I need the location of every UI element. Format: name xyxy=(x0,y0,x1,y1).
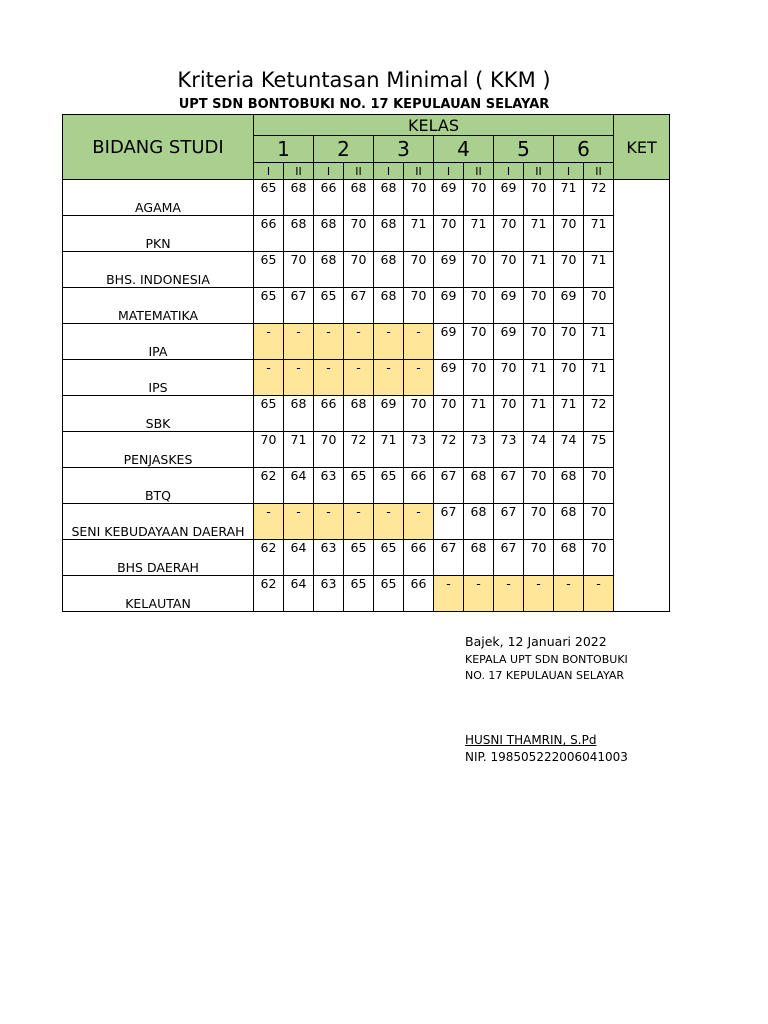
kkm-value-cell: 70 xyxy=(554,360,584,396)
kkm-value-cell: 71 xyxy=(584,252,614,288)
kkm-value-cell: 65 xyxy=(374,576,404,612)
kkm-value-cell: 71 xyxy=(464,216,494,252)
kkm-value-cell: 70 xyxy=(404,180,434,216)
kkm-value-cell: 65 xyxy=(254,396,284,432)
kkm-value-cell: 71 xyxy=(524,216,554,252)
kkm-value-cell: - xyxy=(254,360,284,396)
kkm-value-cell: 71 xyxy=(584,216,614,252)
kkm-value-cell: 71 xyxy=(524,252,554,288)
kkm-value-cell: - xyxy=(344,360,374,396)
kkm-value-cell: - xyxy=(314,360,344,396)
kkm-value-cell: - xyxy=(464,576,494,612)
kkm-value-cell: - xyxy=(254,504,284,540)
kkm-value-cell: - xyxy=(284,360,314,396)
kkm-value-cell: 66 xyxy=(254,216,284,252)
kkm-value-cell: 66 xyxy=(314,396,344,432)
kkm-value-cell: 68 xyxy=(284,396,314,432)
kkm-value-cell: - xyxy=(284,504,314,540)
kkm-value-cell: - xyxy=(404,504,434,540)
kkm-value-cell: 71 xyxy=(404,216,434,252)
kkm-value-cell: - xyxy=(524,576,554,612)
kkm-value-cell: 70 xyxy=(404,252,434,288)
semester-header: I xyxy=(374,163,404,180)
kkm-value-cell: - xyxy=(344,324,374,360)
kkm-value-cell: 62 xyxy=(254,468,284,504)
kkm-value-cell: 69 xyxy=(494,324,524,360)
kkm-value-cell: 67 xyxy=(344,288,374,324)
kkm-value-cell: 70 xyxy=(404,396,434,432)
kkm-value-cell: 70 xyxy=(464,180,494,216)
kkm-value-cell: 70 xyxy=(584,540,614,576)
kelas-header: KELAS xyxy=(254,115,614,136)
kkm-value-cell: 68 xyxy=(374,288,404,324)
kkm-value-cell: 71 xyxy=(554,396,584,432)
kkm-value-cell: 67 xyxy=(494,504,524,540)
kkm-value-cell: 69 xyxy=(434,180,464,216)
kkm-value-cell: 70 xyxy=(254,432,284,468)
table-row xyxy=(63,324,670,360)
semester-header: II xyxy=(284,163,314,180)
class-4-header: 4 xyxy=(434,136,494,163)
kkm-value-cell: - xyxy=(554,576,584,612)
kkm-value-cell: 70 xyxy=(524,504,554,540)
kkm-value-cell: 70 xyxy=(584,468,614,504)
kkm-value-cell: 68 xyxy=(554,504,584,540)
class-5-header: 5 xyxy=(494,136,554,163)
kkm-value-cell: 65 xyxy=(374,540,404,576)
kkm-value-cell: - xyxy=(494,576,524,612)
subject-name: SENI KEBUDAYAAN DAERAH xyxy=(63,504,254,540)
kkm-value-cell: - xyxy=(584,576,614,612)
signature-place-date: Bajek, 12 Januari 2022 xyxy=(465,634,607,649)
kkm-value-cell: 68 xyxy=(374,216,404,252)
table-row xyxy=(63,396,670,432)
kkm-value-cell: - xyxy=(284,324,314,360)
subject-name: IPA xyxy=(63,324,254,360)
kkm-value-cell: - xyxy=(374,504,404,540)
table-row xyxy=(63,252,670,288)
kkm-value-cell: 70 xyxy=(524,468,554,504)
subject-name: KELAUTAN xyxy=(63,576,254,612)
kkm-value-cell: 68 xyxy=(284,216,314,252)
kkm-value-cell: 70 xyxy=(524,180,554,216)
kkm-value-cell: 65 xyxy=(344,468,374,504)
kkm-value-cell: 68 xyxy=(314,216,344,252)
kkm-value-cell: 75 xyxy=(584,432,614,468)
subject-name: BHS. INDONESIA xyxy=(63,252,254,288)
kkm-value-cell: 63 xyxy=(314,576,344,612)
kkm-value-cell: 71 xyxy=(374,432,404,468)
kkm-value-cell: 72 xyxy=(434,432,464,468)
kkm-value-cell: 68 xyxy=(314,252,344,288)
kkm-value-cell: 69 xyxy=(554,288,584,324)
kkm-value-cell: 73 xyxy=(464,432,494,468)
kkm-value-cell: - xyxy=(344,504,374,540)
subject-name: MATEMATIKA xyxy=(63,288,254,324)
kkm-value-cell: 70 xyxy=(464,360,494,396)
table-row xyxy=(63,180,670,216)
subject-name: BTQ xyxy=(63,468,254,504)
kkm-value-cell: - xyxy=(374,324,404,360)
table-row xyxy=(63,288,670,324)
kkm-value-cell: 70 xyxy=(554,324,584,360)
kkm-value-cell: 67 xyxy=(434,504,464,540)
kkm-value-cell: 62 xyxy=(254,540,284,576)
kkm-value-cell: 65 xyxy=(314,288,344,324)
kkm-value-cell: 67 xyxy=(494,540,524,576)
semester-header: II xyxy=(584,163,614,180)
kkm-value-cell: 68 xyxy=(554,540,584,576)
kkm-value-cell: 67 xyxy=(434,468,464,504)
kkm-value-cell: 70 xyxy=(524,540,554,576)
kkm-value-cell: 70 xyxy=(464,252,494,288)
table-row xyxy=(63,540,670,576)
kkm-value-cell: 67 xyxy=(284,288,314,324)
kkm-value-cell: 68 xyxy=(554,468,584,504)
signature-position-line1: KEPALA UPT SDN BONTOBUKI xyxy=(465,653,628,666)
kkm-value-cell: 65 xyxy=(254,180,284,216)
kkm-value-cell: 66 xyxy=(314,180,344,216)
kkm-value-cell: 70 xyxy=(494,216,524,252)
kkm-value-cell: 63 xyxy=(314,468,344,504)
bidang-studi-header: BIDANG STUDI xyxy=(63,115,254,180)
kkm-value-cell: 71 xyxy=(584,324,614,360)
kkm-value-cell: 69 xyxy=(374,396,404,432)
kkm-value-cell: 69 xyxy=(434,288,464,324)
kkm-value-cell: 70 xyxy=(494,396,524,432)
kkm-value-cell: 71 xyxy=(524,396,554,432)
kkm-value-cell: 67 xyxy=(434,540,464,576)
subject-name: SBK xyxy=(63,396,254,432)
kkm-value-cell: 71 xyxy=(554,180,584,216)
semester-header: II xyxy=(524,163,554,180)
kkm-value-cell: 74 xyxy=(524,432,554,468)
semester-header: I xyxy=(434,163,464,180)
kkm-value-cell: 73 xyxy=(404,432,434,468)
kkm-value-cell: - xyxy=(434,576,464,612)
kkm-value-cell: 73 xyxy=(494,432,524,468)
kkm-value-cell: 64 xyxy=(284,540,314,576)
kkm-value-cell: 69 xyxy=(434,252,464,288)
kkm-value-cell: 70 xyxy=(524,324,554,360)
class-1-header: 1 xyxy=(254,136,314,163)
kkm-value-cell: 70 xyxy=(284,252,314,288)
kkm-value-cell: 64 xyxy=(284,468,314,504)
kkm-value-cell: 74 xyxy=(554,432,584,468)
subject-name: PENJASKES xyxy=(63,432,254,468)
kkm-value-cell: 63 xyxy=(314,540,344,576)
kkm-value-cell: 70 xyxy=(494,360,524,396)
kkm-value-cell: 65 xyxy=(254,288,284,324)
kkm-value-cell: 70 xyxy=(554,216,584,252)
kkm-value-cell: - xyxy=(404,360,434,396)
semester-header: II xyxy=(344,163,374,180)
kkm-value-cell: 70 xyxy=(404,288,434,324)
kkm-value-cell: 65 xyxy=(254,252,284,288)
kkm-value-cell: 70 xyxy=(554,252,584,288)
kkm-value-cell: - xyxy=(314,504,344,540)
kkm-value-cell: 66 xyxy=(404,576,434,612)
semester-header: II xyxy=(464,163,494,180)
kkm-value-cell: 71 xyxy=(524,360,554,396)
kkm-value-cell: - xyxy=(404,324,434,360)
kkm-value-cell: 70 xyxy=(524,288,554,324)
class-3-header: 3 xyxy=(374,136,434,163)
ket-cell xyxy=(614,180,670,612)
table-row xyxy=(63,360,670,396)
kkm-value-cell: 62 xyxy=(254,576,284,612)
kkm-value-cell: 70 xyxy=(464,288,494,324)
table-row xyxy=(63,576,670,612)
kkm-value-cell: 68 xyxy=(284,180,314,216)
kkm-value-cell: 70 xyxy=(494,252,524,288)
kkm-value-cell: 66 xyxy=(404,540,434,576)
kkm-value-cell: 65 xyxy=(374,468,404,504)
kkm-value-cell: - xyxy=(314,324,344,360)
kkm-value-cell: - xyxy=(374,360,404,396)
kkm-value-cell: 65 xyxy=(344,576,374,612)
kkm-value-cell: 68 xyxy=(464,504,494,540)
class-2-header: 2 xyxy=(314,136,374,163)
kkm-value-cell: 70 xyxy=(434,216,464,252)
kkm-value-cell: 67 xyxy=(494,468,524,504)
kkm-value-cell: 71 xyxy=(284,432,314,468)
kkm-value-cell: 71 xyxy=(464,396,494,432)
kkm-value-cell: - xyxy=(254,324,284,360)
school-name: UPT SDN BONTOBUKI NO. 17 KEPULAUAN SELAYAR xyxy=(178,97,550,112)
kkm-value-cell: 68 xyxy=(344,180,374,216)
subject-name: PKN xyxy=(63,216,254,252)
kkm-value-cell: 69 xyxy=(494,288,524,324)
subject-name: IPS xyxy=(63,360,254,396)
kkm-value-cell: 70 xyxy=(344,216,374,252)
semester-header: I xyxy=(494,163,524,180)
kkm-table xyxy=(62,114,670,612)
table-row xyxy=(63,468,670,504)
kkm-value-cell: 72 xyxy=(584,396,614,432)
document-title: Kriteria Ketuntasan Minimal ( KKM ) xyxy=(177,68,551,92)
kkm-value-cell: 68 xyxy=(464,468,494,504)
semester-header: I xyxy=(314,163,344,180)
table-row xyxy=(63,432,670,468)
kkm-value-cell: 68 xyxy=(374,252,404,288)
kkm-value-cell: 69 xyxy=(434,324,464,360)
kkm-value-cell: 65 xyxy=(344,540,374,576)
kkm-value-cell: 68 xyxy=(374,180,404,216)
subject-name: BHS DAERAH xyxy=(63,540,254,576)
signature-name: HUSNI THAMRIN, S.Pd xyxy=(465,733,597,747)
table-row xyxy=(63,504,670,540)
kkm-value-cell: 64 xyxy=(284,576,314,612)
kkm-value-cell: 70 xyxy=(314,432,344,468)
kkm-value-cell: 69 xyxy=(434,360,464,396)
class-6-header: 6 xyxy=(554,136,614,163)
semester-header: I xyxy=(254,163,284,180)
kkm-value-cell: 70 xyxy=(434,396,464,432)
kkm-value-cell: 69 xyxy=(494,180,524,216)
kkm-value-cell: 68 xyxy=(464,540,494,576)
kkm-value-cell: 68 xyxy=(344,396,374,432)
kkm-value-cell: 71 xyxy=(584,360,614,396)
ket-header: KET xyxy=(614,115,670,180)
kkm-value-cell: 66 xyxy=(404,468,434,504)
semester-header: I xyxy=(554,163,584,180)
kkm-value-cell: 70 xyxy=(584,288,614,324)
signature-position-line2: NO. 17 KEPULAUAN SELAYAR xyxy=(465,669,625,682)
kkm-value-cell: 72 xyxy=(584,180,614,216)
signature-nip: NIP. 198505222006041003 xyxy=(465,750,628,764)
kkm-value-cell: 70 xyxy=(464,324,494,360)
kkm-value-cell: 70 xyxy=(344,252,374,288)
subject-name: AGAMA xyxy=(63,180,254,216)
table-row xyxy=(63,216,670,252)
kkm-value-cell: 70 xyxy=(584,504,614,540)
kkm-value-cell: 72 xyxy=(344,432,374,468)
semester-header: II xyxy=(404,163,434,180)
